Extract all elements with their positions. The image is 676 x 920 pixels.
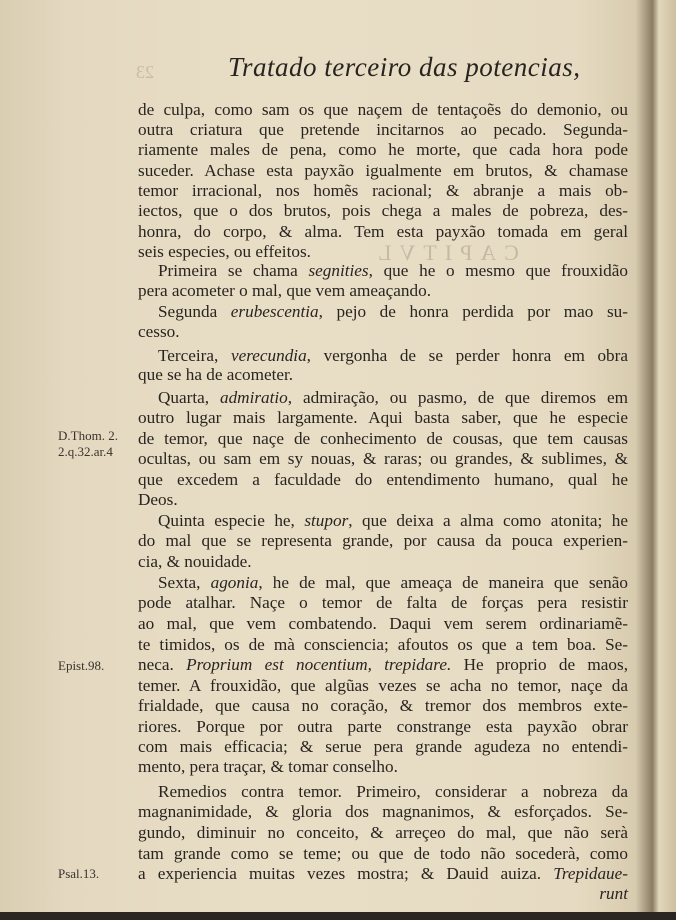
text-segment: Terceira,: [158, 346, 231, 365]
text-segment: , vergonha de se perder honra em obra: [306, 346, 628, 365]
margin-note-line: D.Thom. 2.: [58, 428, 118, 443]
text-segment: temer. A frouxidão, que algũas vezes se acha no temor, naçe da: [138, 676, 628, 695]
text-segment: Sexta,: [158, 573, 211, 592]
text-line: [138, 100, 628, 120]
text-segment: Segunda: [158, 302, 231, 321]
running-header: Tratado terceiro das potencias,: [228, 52, 581, 82]
text-segment: ao mal, que vem combatendo. Daqui vem serem ordinariamẽ-: [138, 614, 628, 633]
text-segment: He proprio de maos,: [451, 655, 628, 674]
text-line: [138, 429, 628, 449]
text-line: [138, 655, 628, 675]
text-segment: a experiencia muitas vezes mostra; & Dauid auiza.: [138, 864, 554, 883]
text-line: [138, 281, 628, 301]
text-segment: que excedem a faculdade do entendimento humano, qual he: [138, 470, 628, 489]
text-line: [138, 844, 628, 864]
text-line: [138, 242, 628, 262]
text-segment: ocultas, ou sam em sy nouas, & raras; ou grandes, & sublimes, &: [138, 449, 628, 468]
latin-term: Proprium est nocentium, trepidare.: [186, 655, 452, 674]
text-line: [138, 161, 628, 181]
margin-note-epist: Epist.98.: [58, 658, 105, 673]
text-segment: suceder. Achase esta payxão igualmente em brutos, & chamase: [138, 161, 628, 180]
text-line: [138, 531, 628, 551]
text-line: [138, 302, 628, 322]
text-line: [138, 802, 628, 822]
text-segment: cia, & nouidade.: [138, 552, 252, 571]
text-segment: Deos.: [138, 490, 178, 509]
latin-term: erubescentia: [230, 302, 319, 321]
page-number: 23: [136, 62, 154, 82]
latin-term: admiratio: [219, 388, 288, 407]
text-segment: de culpa, como sam os que naçem de tentaçoẽs do demonio, ou: [138, 100, 628, 119]
text-line: [138, 201, 628, 221]
text-line: [138, 573, 628, 593]
text-segment: riores. Porque por outra parte constrange esta payxão obrar: [138, 717, 628, 736]
text-line: [138, 717, 628, 737]
text-segment: cesso.: [138, 322, 180, 341]
text-line: [138, 388, 628, 408]
margin-note-line: 2.q.32.ar.4: [58, 444, 113, 459]
text-segment: temor irracional, nos homẽs racional; & abranje a mais ob-: [138, 181, 628, 200]
text-line: [138, 181, 628, 201]
text-segment: de temor, que naçe de conhecimento de cousas, que tem causas: [138, 429, 628, 448]
text-line: [138, 737, 628, 757]
text-line: [138, 757, 628, 777]
text-segment: seis especies, ou effeitos.: [138, 242, 311, 261]
text-segment: neca.: [138, 655, 187, 674]
text-segment: , admiração, ou pasmo, de que diremos em: [287, 388, 628, 407]
margin-note-thomas: [58, 428, 118, 460]
text-line: [138, 261, 628, 281]
text-segment: do mal que se representa grande, por causa da pouca experien-: [138, 531, 628, 550]
latin-term: agonia: [210, 573, 259, 592]
text-segment: pera acometer o mal, que vem ameaçando.: [138, 281, 431, 300]
text-line: [138, 346, 628, 366]
text-segment: que se ha de acometer.: [138, 365, 294, 384]
text-segment: magnanimidade, & gloria dos magnanimos, & esforçados. Se-: [138, 802, 628, 821]
text-segment: riamente males de pena, como he morte, que cada hora pode: [138, 140, 628, 159]
text-line: [138, 635, 628, 655]
text-line: [138, 365, 628, 385]
margin-note-psal: Psal.13.: [58, 866, 100, 881]
latin-term: Trepidaue-: [553, 864, 628, 883]
text-line: [138, 782, 628, 802]
text-line: [138, 449, 628, 469]
text-line: [138, 614, 628, 634]
page-bottom-edge: [0, 912, 676, 920]
text-line: [138, 676, 628, 696]
text-segment: Quarta,: [158, 388, 220, 407]
text-line: [138, 593, 628, 613]
latin-term: verecundia: [230, 346, 307, 365]
text-segment: Quinta especie he,: [158, 511, 305, 530]
latin-term: segnities: [308, 261, 369, 280]
text-line: [138, 864, 628, 884]
text-segment: , que he o mesmo que frouxidão: [368, 261, 628, 280]
text-line: [138, 511, 628, 531]
text-segment: honra, do corpo, & alma. Tem esta payxão tomada em geral: [138, 222, 628, 241]
show-through-text: CAPITVL: [370, 240, 519, 265]
text-line: [138, 140, 628, 160]
text-line: [138, 696, 628, 716]
text-segment: , he de mal, que ameaça de maneira que senão: [258, 573, 628, 592]
text-segment: outra criatura que pretende incitarnos ao pecado. Segunda-: [138, 120, 628, 139]
text-line: [138, 222, 628, 242]
text-segment: pode atalhar. Naçe o temor de falta de forças pera resistir: [138, 593, 628, 612]
text-line: [138, 490, 628, 510]
text-line: [138, 552, 628, 572]
latin-term: stupor: [304, 511, 349, 530]
text-line: [138, 120, 628, 140]
text-line: [138, 823, 628, 843]
text-segment: , pejo de honra perdida por mao su-: [318, 302, 628, 321]
text-segment: frialdade, que causa no coração, & tremor dos membros exte-: [138, 696, 628, 715]
text-segment: outro lugar mais largamente. Aqui basta saber, que he especie: [138, 408, 628, 427]
text-line: [138, 884, 628, 904]
text-segment: te timidos, os de mà consciencia; afoutos os que a tem boa. Se-: [138, 635, 628, 654]
text-line: [138, 322, 628, 342]
text-segment: Primeira se chama: [158, 261, 309, 280]
text-segment: iectos, que o dos brutos, pois chega a males de pobreza, des-: [138, 201, 628, 220]
text-segment: mento, pera traçar, & tomar conselho.: [138, 757, 398, 776]
text-line: [138, 408, 628, 428]
text-line: [138, 470, 628, 490]
text-segment: tam grande como se teme; ou que de todo não socederà, como: [138, 844, 628, 863]
text-segment: Remedios contra temor. Primeiro, considerar a nobreza da: [158, 782, 628, 801]
text-segment: gundo, diminuir no conceito, & arreçeo do mal, que não serà: [138, 823, 628, 842]
text-segment: com mais efficacia; & serue pera grande agudeza no entendi-: [138, 737, 628, 756]
latin-term: runt: [599, 884, 628, 903]
text-segment: , que deixa a alma como atonita; he: [348, 511, 628, 530]
